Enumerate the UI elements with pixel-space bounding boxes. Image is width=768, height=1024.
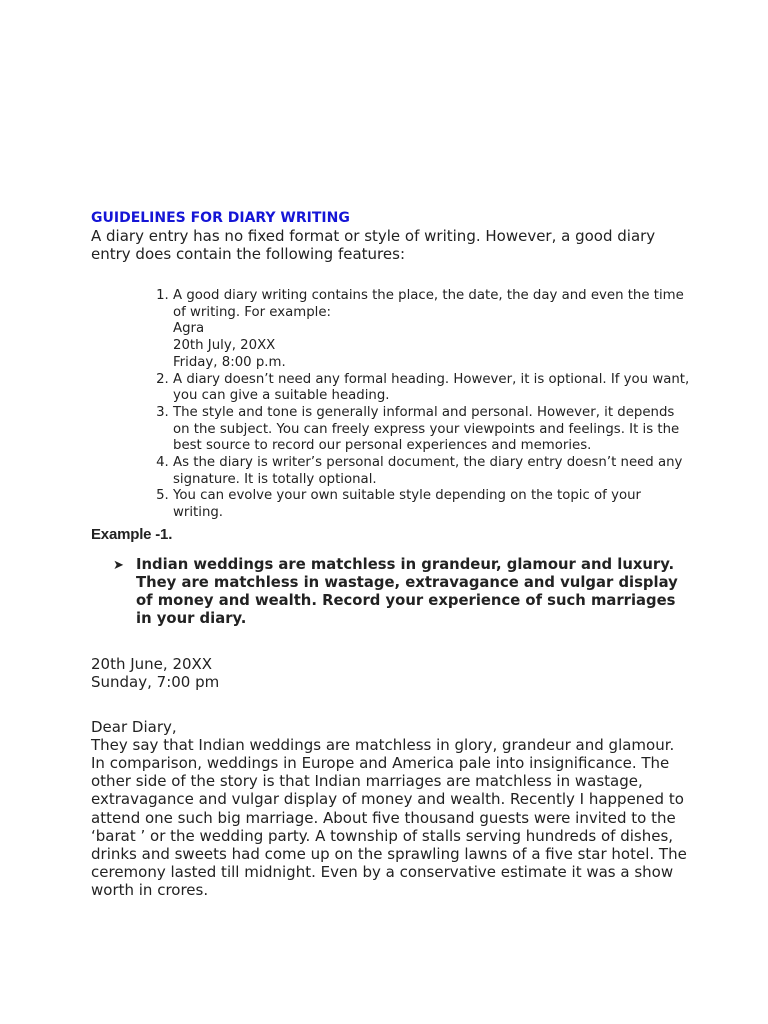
entry-day: Sunday, 7:00 pm — [91, 672, 220, 691]
guideline-item — [173, 288, 691, 372]
arrowhead-bullet-icon: ➤ — [113, 557, 124, 573]
guidelines-list — [91, 288, 691, 522]
guidelines-heading: GUIDELINES FOR DIARY WRITING — [91, 210, 350, 226]
task-text: Indian weddings are matchless in grandeur, glamour and luxury. They are matchless in wastage, extravagance and vulgar display of money and wealth. Record your experience of such marriages in your diary. — [136, 555, 678, 628]
diary-entry — [91, 718, 691, 900]
example-day: Friday, 8:00 p.m. — [173, 354, 286, 370]
document-content — [91, 209, 691, 900]
guideline-text: A good diary writing contains the place, the date, the day and even the time of writing. For example: — [173, 288, 684, 320]
example-label: Example -1. — [91, 525, 173, 543]
task-prompt — [91, 556, 691, 629]
example-date: 20th July, 20XX — [173, 338, 276, 354]
guideline-text: You can evolve your own suitable style depending on the topic of your writing. — [173, 488, 641, 521]
entry-date: 20th June, 20XX — [91, 654, 213, 673]
salutation: Dear Diary, — [91, 717, 177, 736]
guideline-text: As the diary is writer’s personal document, the diary entry doesn’t need any signature. It is totally optional. — [173, 455, 683, 487]
entry-dateline — [91, 655, 691, 691]
intro-paragraph: A diary entry has no fixed format or style of writing. However, a good diary entry does contain the following features: — [91, 227, 656, 263]
guideline-item — [173, 488, 691, 521]
guideline-text: The style and tone is generally informal and personal. However, it depends on the subject. You can freely express your viewpoints and feelings. It is the best source to record our personal experiences and memories. — [173, 404, 680, 454]
example-place: Agra — [173, 321, 205, 337]
entry-body: They say that Indian weddings are matchless in glory, grandeur and glamour. In comparison, weddings in Europe and America pale into insignificance. The other side of the story is that Indian marriages are matchless in wastage, extravagance and vulgar display of money and wealth. Recently I happened to attend one such big marriage. About five thousand guests were invited to the ‘barat ’ or the wedding party. A township of stalls serving hundreds of dishes, drinks and sweets had come up on the sprawling lawns of a five star hotel. The ceremony lasted till midnight. Even by a conservative estimate it was a show worth in crores. — [91, 735, 687, 900]
guideline-item — [173, 372, 691, 405]
guideline-item — [173, 405, 691, 455]
guideline-item — [173, 455, 691, 488]
guideline-text: A diary doesn’t need any formal heading. However, it is optional. If you want, you can give a suitable heading. — [173, 371, 690, 404]
